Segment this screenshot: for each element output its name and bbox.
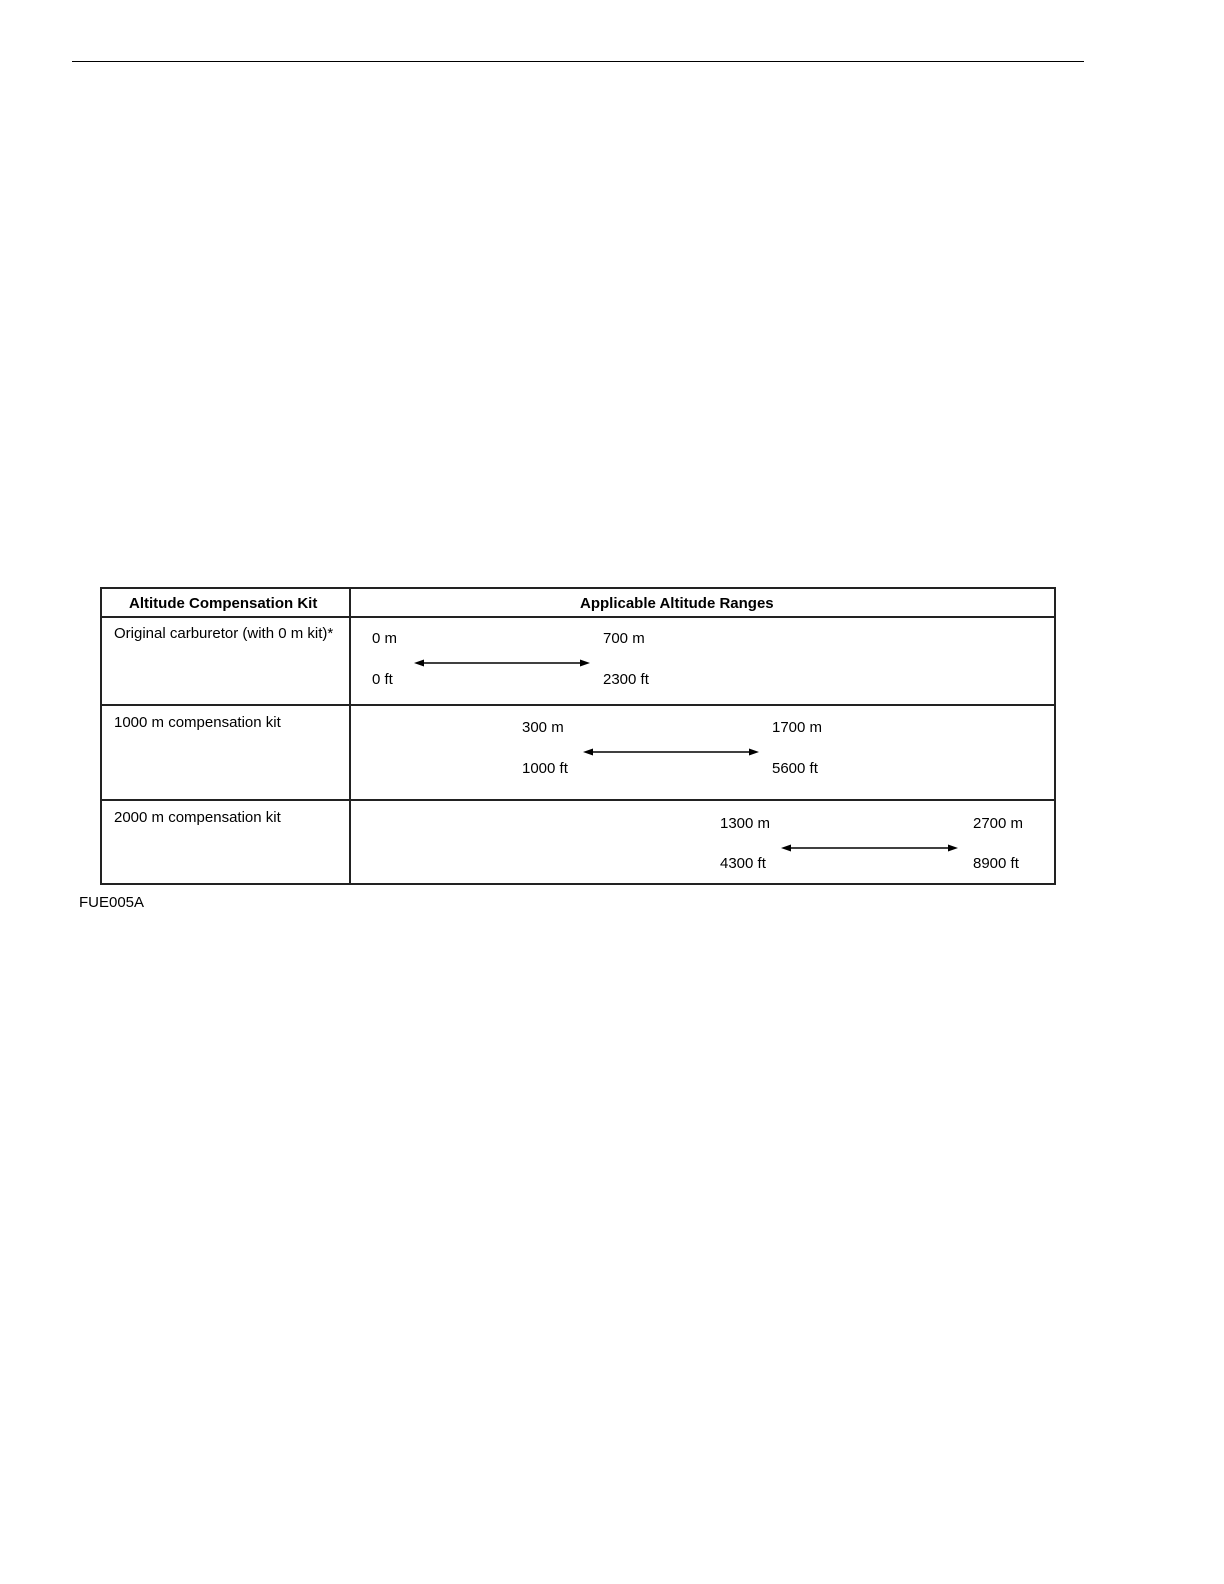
row-3-to-ft: 8900 ft <box>973 855 1019 872</box>
row-2-from-m: 300 m <box>522 719 564 736</box>
header-ranges: Applicable Altitude Ranges <box>580 595 774 612</box>
top-rule <box>72 61 1084 62</box>
row-2-range-arrow <box>583 747 759 757</box>
row-3-from-m: 1300 m <box>720 815 771 832</box>
row-3-to-m: 2700 m <box>973 815 1024 832</box>
row-1-from-m: 0 m <box>372 630 398 647</box>
row-1-to-m: 700 m <box>603 630 645 647</box>
figure-code: FUE005A <box>79 894 145 911</box>
row-1-from-ft: 0 ft <box>372 671 393 688</box>
header-divider <box>102 616 1054 618</box>
row-1-kit: Original carburetor (with 0 m kit)* <box>114 625 334 642</box>
row-divider-2 <box>102 799 1054 801</box>
row-2-kit: 1000 m compensation kit <box>114 714 281 731</box>
row-3-from-ft: 4300 ft <box>720 855 766 872</box>
header-kit: Altitude Compensation Kit <box>129 595 318 612</box>
row-1-to-ft: 2300 ft <box>603 671 649 688</box>
row-2-to-ft: 5600 ft <box>772 760 818 777</box>
column-divider <box>349 589 351 883</box>
row-3-kit: 2000 m compensation kit <box>114 809 281 826</box>
row-divider-1 <box>102 704 1054 706</box>
row-2-from-ft: 1000 ft <box>522 760 568 777</box>
row-3-range-arrow <box>781 843 958 853</box>
row-1-range-arrow <box>414 658 590 668</box>
row-2-to-m: 1700 m <box>772 719 823 736</box>
